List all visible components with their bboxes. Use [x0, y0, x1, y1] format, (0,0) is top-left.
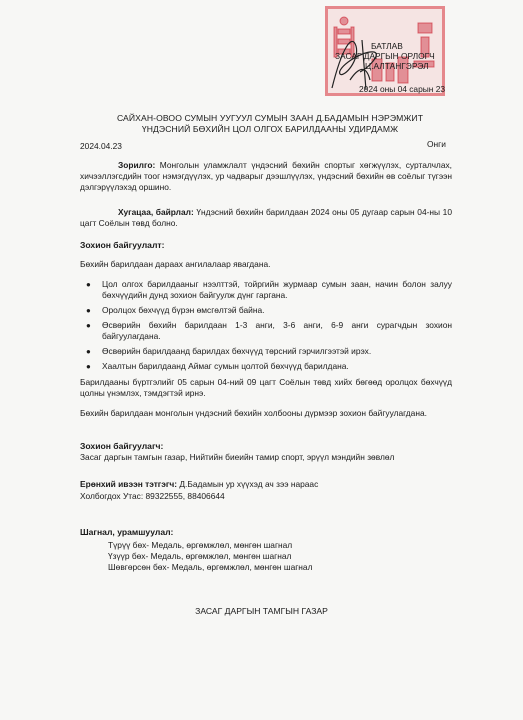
- sponsor-contact: Холбогдох Утас: 89322555, 88406644: [80, 491, 225, 501]
- list-item: ● Оролцох бөхчүүд бүрэн өмсгөлтэй байна.: [86, 305, 265, 316]
- time-paragraph: [80, 207, 452, 229]
- approval-date: 2024 оны 04 сарын 23: [359, 84, 446, 94]
- rules-paragraph: Бөхийн барилдаан монголын үндэсний бөхийн холбооны дүрмээр зохион байгуулагдана.: [80, 408, 427, 418]
- document-place: Онги: [427, 139, 446, 149]
- registration-paragraph: Барилдааны бүртгэлийг 05 сарын 04-ний 09 цагт Соёлын төвд хийх бөгөөд оролцох бөхчүүд цолны үнэмлэх, тэмдэгтэй ирнэ.: [80, 377, 452, 399]
- bullet-dot-icon: ●: [86, 361, 91, 371]
- prize-second: Үзүүр бөх- Медаль, өргөмжлөл, мөнгөн шагнал: [108, 551, 292, 561]
- sponsor-label: Ерөнхий ивээн тэтгэгч:: [80, 479, 178, 489]
- bullet-dot-icon: ●: [86, 346, 91, 356]
- approval-name: Ц.АЛТАНГЭРЭЛ: [365, 61, 429, 71]
- time-label: Хугацаа, байрлал:: [118, 207, 194, 217]
- sponsor-paragraph: [80, 479, 452, 490]
- prizes-heading: Шагнал, урамшуулал:: [80, 527, 174, 537]
- prize-first: Түрүү бөх- Медаль, өргөмжлөл, мөнгөн шагнал: [108, 540, 293, 550]
- prize-third: Шөвгөрсөн бөх- Медаль, өргөмжлөл, мөнгөн шагнал: [108, 562, 313, 572]
- organizer-heading: Зохион байгуулагч:: [80, 441, 164, 451]
- organization-list: [80, 279, 452, 375]
- organization-heading: Зохион байгуулалт:: [80, 240, 165, 250]
- approval-position: ЗАСАГ ДАРГЫН ОРЛОГЧ: [335, 51, 435, 61]
- list-item: ● Хаалтын барилдаанд Аймаг сумын цолтой бөхчүүд барилдана.: [86, 360, 349, 371]
- approval-title: БАТЛАВ: [371, 41, 403, 51]
- organizer-text: Засаг даргын тамгын газар, Нийтийн биеийн тамир спорт, эрүүл мэндийн зөвлөл: [80, 452, 395, 462]
- document-title-line2: ҮНДЭСНИЙ БӨХИЙН ЦОЛ ОЛГОХ БАРИЛДААНЫ УДИРДАМЖ: [141, 124, 399, 134]
- footer-signoff: ЗАСАГ ДАРГЫН ТАМГЫН ГАЗАР: [195, 606, 328, 616]
- goal-text: Монголын уламжлалт үндэсний бөхийн спортыг хөгжүүлэх, сурталчлах, хичээллэгсдийн тоог нэмэгдүүлэх, ур чадварыг дээшлүүлэх, үндэсний бөхийн өв соёлыг түгээн дэлгэрүүлэхэд оршино.: [80, 160, 452, 193]
- list-item: ● Өсвөрийн барилдаанд барилдах бөхчүүд төрсний гэрчилгээтэй ирэх.: [86, 345, 372, 356]
- bullet-dot-icon: ●: [86, 306, 91, 316]
- list-item: ● Өсвөрийн бөхийн барилдаан 1-3 анги, 3-6 анги, 6-9 анги сурагчдын зохион байгуулагдана.: [86, 319, 452, 342]
- sponsor-text: Д.Бадамын ур хүүхэд ач зээ нараас: [177, 479, 319, 489]
- goal-label: Зорилго:: [118, 160, 156, 170]
- bullet-dot-icon: ●: [86, 320, 91, 330]
- goal-paragraph: [80, 160, 452, 194]
- bullet-dot-icon: ●: [86, 280, 91, 289]
- organization-intro: Бөхийн барилдаан дараах ангилалаар явагдана.: [80, 259, 271, 269]
- time-text: Үндэсний бөхийн барилдаан 2024 оны 05 дугаар сарын 04-ны 10 цагт Соёлын төвд болно.: [80, 207, 452, 229]
- document-title-line1: САЙХАН-ОВОО СУМЫН УУГУУЛ СУМЫН ЗААН Д.БАДАМЫН НЭРЭМЖИТ: [116, 113, 424, 123]
- document-date: 2024.04.23: [80, 141, 122, 151]
- list-item: ● Цол олгох барилдааныг нээлттэй, тойргийн журмаар сумын заан, начин болон залуу бөхчүүдийн дунд зохион байгуулж дүнг гаргана.: [86, 279, 452, 301]
